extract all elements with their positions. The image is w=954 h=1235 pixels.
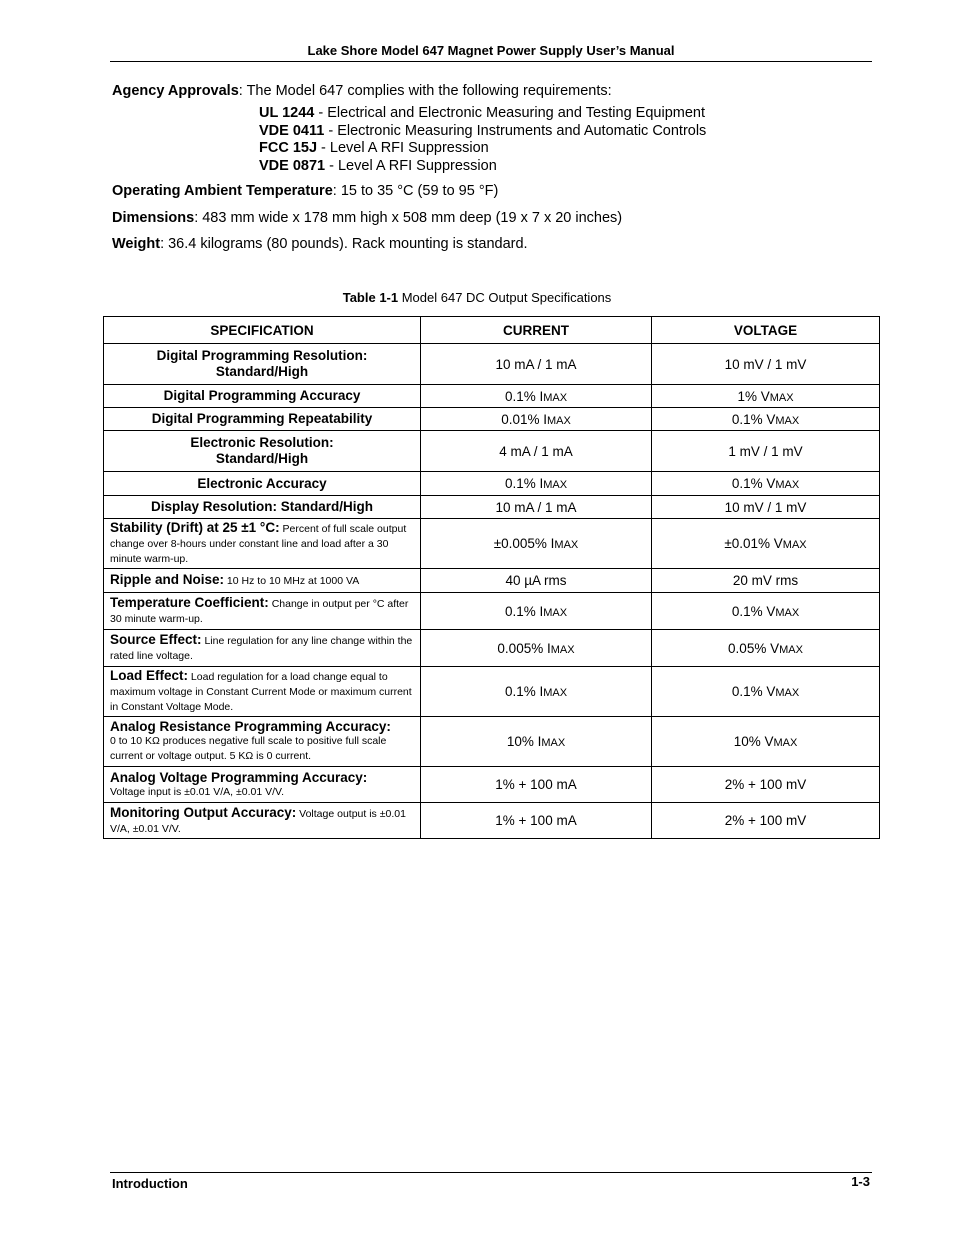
current-cell xyxy=(421,717,652,767)
approval-desc: - Level A RFI Suppression xyxy=(317,140,489,156)
voltage-suffix: MAX xyxy=(782,539,807,551)
voltage-suffix: MAX xyxy=(775,414,800,427)
voltage-value: 1% V xyxy=(737,388,770,404)
voltage-cell xyxy=(652,408,880,431)
dimensions-label: Dimensions xyxy=(112,210,195,226)
spec-name: Stability (Drift) at 25 ±1 °C: xyxy=(110,520,280,535)
spec-name: Analog Voltage Programming Accuracy: xyxy=(110,769,368,785)
spec-cell xyxy=(104,344,421,385)
table-row xyxy=(104,717,880,767)
footer-page-number: 1-3 xyxy=(851,1174,870,1189)
voltage-suffix: MAX xyxy=(775,687,800,699)
current-cell xyxy=(421,408,652,431)
voltage-suffix: MAX xyxy=(775,479,800,491)
current-cell xyxy=(421,472,652,496)
page-header-title: Lake Shore Model 647 Magnet Power Supply User’s Manual xyxy=(307,43,675,58)
spec-name: Digital Programming Resolution: xyxy=(156,348,368,363)
voltage-value: 10% V xyxy=(733,734,774,749)
table-row xyxy=(104,593,880,630)
spec-note: 0 to 10 KΩ produces negative full scale to positive full scale current or voltage output. 5 KΩ is 0 current. xyxy=(110,735,387,762)
spec-cell xyxy=(104,667,421,717)
table-row xyxy=(104,408,880,431)
current-suffix: MAX xyxy=(541,737,566,749)
table-row xyxy=(104,496,880,519)
current-value: 0.1% I xyxy=(504,603,544,619)
approval-code: FCC 15J xyxy=(259,140,318,156)
table-caption-label: Table 1-1 xyxy=(342,290,399,305)
approval-desc: - Electrical and Electronic Measuring and Testing Equipment xyxy=(314,105,705,121)
current-suffix: MAX xyxy=(543,391,568,404)
weight-text: : 36.4 kilograms (80 pounds). Rack mounting is standard. xyxy=(160,236,528,252)
voltage-cell: 1 mV / 1 mV xyxy=(652,431,880,472)
voltage-cell xyxy=(652,717,880,767)
spec-note: Percent of full scale output change over 8-hours under constant line and load after a 30 minute warm-up. xyxy=(110,523,407,565)
voltage-cell: 20 mV rms xyxy=(652,569,880,593)
current-cell: 4 mA / 1 mA xyxy=(421,431,652,472)
spec-name: Digital Programming Accuracy xyxy=(163,388,361,403)
column-header-voltage: VOLTAGE xyxy=(652,317,880,344)
spec-name: Electronic Resolution: xyxy=(190,435,334,450)
voltage-cell xyxy=(652,630,880,667)
current-suffix: MAX xyxy=(543,479,568,491)
voltage-cell xyxy=(652,385,880,408)
column-header-current: CURRENT xyxy=(421,317,652,344)
current-value: 0.1% I xyxy=(504,684,544,699)
footer-divider xyxy=(110,1172,872,1173)
current-cell: 10 mA / 1 mA xyxy=(421,344,652,385)
current-cell: 10 mA / 1 mA xyxy=(421,496,652,519)
spec-name: Digital Programming Repeatability xyxy=(151,411,373,426)
approval-item xyxy=(259,158,706,176)
current-cell: 1% + 100 mA xyxy=(421,803,652,839)
agency-approvals-label: Agency Approvals xyxy=(112,83,239,99)
current-value: 0.01% I xyxy=(501,411,547,427)
table-row xyxy=(104,569,880,593)
voltage-cell: 10 mV / 1 mV xyxy=(652,496,880,519)
voltage-cell: 2% + 100 mV xyxy=(652,767,880,803)
current-value: 0.1% I xyxy=(504,476,544,491)
table-row xyxy=(104,385,880,408)
spec-name: Electronic Accuracy xyxy=(197,475,327,491)
table-row xyxy=(104,519,880,569)
current-cell xyxy=(421,630,652,667)
voltage-suffix: MAX xyxy=(769,391,794,404)
voltage-suffix: MAX xyxy=(779,643,803,656)
voltage-suffix: MAX xyxy=(775,606,800,619)
spec-cell xyxy=(104,593,421,630)
table-row xyxy=(104,767,880,803)
spec-name: Load Effect: xyxy=(110,668,189,683)
approvals-list xyxy=(259,105,706,175)
voltage-suffix: MAX xyxy=(773,737,798,749)
voltage-value: 0.1% V xyxy=(731,476,776,491)
table-row xyxy=(104,667,880,717)
spec-table xyxy=(103,316,880,839)
approval-item xyxy=(259,123,706,141)
agency-approvals-paragraph xyxy=(112,83,612,99)
spec-name-line2: Standard/High xyxy=(215,451,309,466)
voltage-cell xyxy=(652,667,880,717)
footer-section-name: Introduction xyxy=(112,1176,188,1191)
voltage-value: 0.1% V xyxy=(731,411,776,427)
temperature-label: Operating Ambient Temperature xyxy=(112,183,333,199)
voltage-value: 0.1% V xyxy=(731,603,776,619)
table-row xyxy=(104,431,880,472)
voltage-cell xyxy=(652,593,880,630)
spec-name: Display Resolution: Standard/High xyxy=(150,499,374,514)
table-header-row xyxy=(104,317,880,344)
voltage-cell: 2% + 100 mV xyxy=(652,803,880,839)
spec-name: Source Effect: xyxy=(110,632,202,647)
spec-name: Ripple and Noise: xyxy=(110,572,225,587)
approval-item xyxy=(259,140,706,158)
current-value: 0.1% I xyxy=(504,388,544,404)
current-cell xyxy=(421,667,652,717)
weight-paragraph xyxy=(112,236,528,252)
spec-cell xyxy=(104,472,421,496)
table-row xyxy=(104,630,880,667)
dimensions-paragraph xyxy=(112,210,622,226)
approval-desc: - Electronic Measuring Instruments and Automatic Controls xyxy=(324,122,707,139)
spec-cell xyxy=(104,767,421,803)
current-suffix: MAX xyxy=(554,539,579,551)
voltage-value: ±0.01% V xyxy=(724,536,783,551)
temperature-text: : 15 to 35 °C (59 to 95 °F) xyxy=(332,183,499,199)
current-suffix: MAX xyxy=(543,606,568,619)
header-divider xyxy=(110,61,872,62)
current-value: 0.005% I xyxy=(497,640,551,656)
approval-desc: - Level A RFI Suppression xyxy=(325,157,497,174)
spec-cell xyxy=(104,717,421,767)
current-value: 10% I xyxy=(506,734,542,749)
current-cell: 40 µA rms xyxy=(421,569,652,593)
voltage-cell xyxy=(652,519,880,569)
table-row xyxy=(104,472,880,496)
current-suffix: MAX xyxy=(550,643,575,656)
table-row xyxy=(104,344,880,385)
voltage-cell: 10 mV / 1 mV xyxy=(652,344,880,385)
current-suffix: MAX xyxy=(546,414,571,427)
agency-approvals-text: : The Model 647 complies with the following requirements: xyxy=(238,83,612,99)
spec-cell xyxy=(104,803,421,839)
current-cell xyxy=(421,519,652,569)
spec-cell xyxy=(104,385,421,408)
temperature-paragraph xyxy=(112,183,498,199)
approval-code: VDE 0871 xyxy=(259,157,326,174)
spec-cell xyxy=(104,408,421,431)
spec-name: Temperature Coefficient: xyxy=(110,595,269,610)
table-caption xyxy=(0,290,954,305)
current-cell: 1% + 100 mA xyxy=(421,767,652,803)
table-row xyxy=(104,803,880,839)
current-value: ±0.005% I xyxy=(493,536,555,551)
spec-cell xyxy=(104,569,421,593)
current-cell xyxy=(421,385,652,408)
voltage-value: 0.1% V xyxy=(731,684,776,699)
current-suffix: MAX xyxy=(543,687,568,699)
spec-cell xyxy=(104,519,421,569)
approval-code: UL 1244 xyxy=(259,105,315,121)
voltage-cell xyxy=(652,472,880,496)
spec-name: Analog Resistance Programming Accuracy: xyxy=(110,719,391,734)
spec-note: Change in output per °C after 30 minute warm-up. xyxy=(110,598,409,625)
spec-note: 10 Hz to 10 MHz at 1000 VA xyxy=(224,575,360,587)
spec-note: Line regulation for any line change within the rated line voltage. xyxy=(110,635,413,662)
current-cell xyxy=(421,593,652,630)
dimensions-text: : 483 mm wide x 178 mm high x 508 mm deep (19 x 7 x 20 inches) xyxy=(194,210,623,226)
weight-label: Weight xyxy=(112,236,161,252)
spec-note: Load regulation for a load change equal to maximum voltage in Constant Current Mode or maximum current in Constant Voltage Mode. xyxy=(110,671,412,713)
spec-name-line2: Standard/High xyxy=(215,364,309,379)
column-header-specification: SPECIFICATION xyxy=(104,317,421,344)
spec-cell xyxy=(104,431,421,472)
spec-cell xyxy=(104,496,421,519)
voltage-value: 0.05% V xyxy=(728,640,780,656)
spec-name: Monitoring Output Accuracy: xyxy=(110,804,297,820)
spec-note: Voltage output is ±0.01 V/A, ±0.01 V/V. xyxy=(110,807,406,835)
approval-item xyxy=(259,105,706,123)
approval-code: VDE 0411 xyxy=(259,122,325,139)
spec-cell xyxy=(104,630,421,667)
table-caption-text: Model 647 DC Output Specifications xyxy=(398,290,612,305)
spec-note: Voltage input is ±0.01 V/A, ±0.01 V/V. xyxy=(110,785,285,798)
